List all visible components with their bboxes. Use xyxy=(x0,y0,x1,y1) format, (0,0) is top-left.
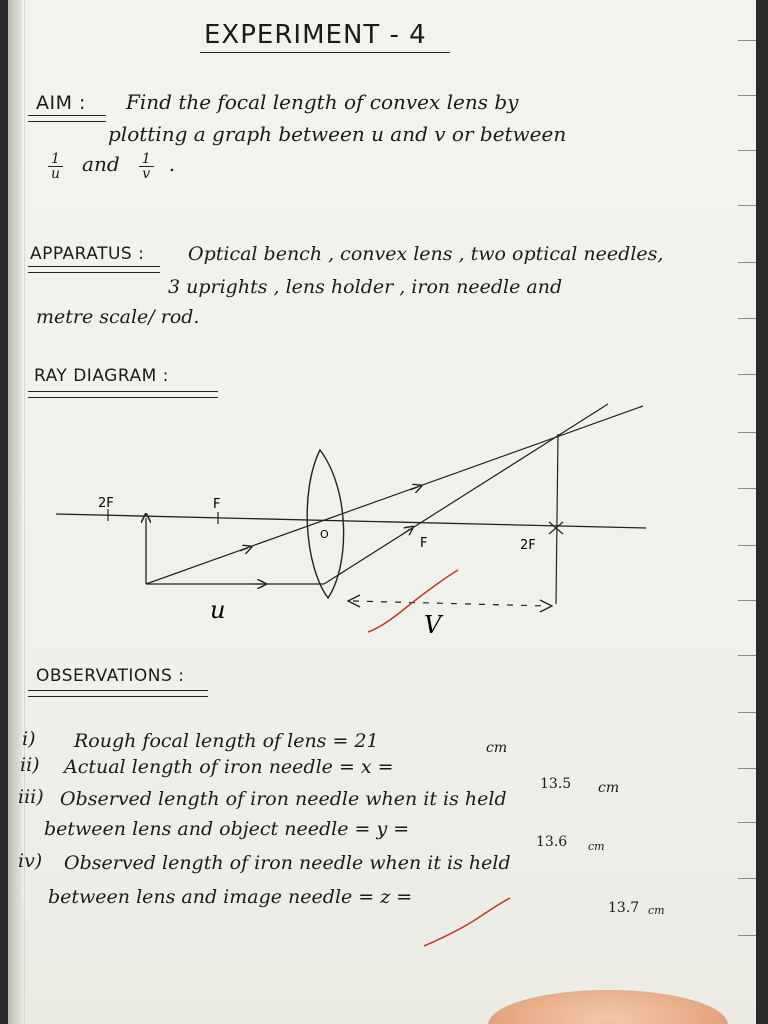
observations-underline xyxy=(28,690,208,697)
aim-heading: AIM : xyxy=(36,92,86,114)
fraction-one-over-u: $\frac{1}{u}$ xyxy=(48,152,63,181)
label-u: u xyxy=(210,596,226,624)
fraction-one-over-v: $\frac{1}{v}$ xyxy=(139,152,154,181)
aim-underline xyxy=(28,115,106,122)
aim-line-3: $\frac{1}{u}$ and $\frac{1}{v}$ . xyxy=(48,152,175,181)
v-distance-line xyxy=(353,601,548,606)
label-optical-centre: O xyxy=(320,528,329,541)
label-v: V xyxy=(424,611,442,639)
ray-diagram-heading: RAY DIAGRAM : xyxy=(34,366,169,386)
label-2f-right: 2F xyxy=(520,538,536,553)
label-f-left: F xyxy=(213,497,221,512)
page-title: EXPERIMENT - 4 xyxy=(204,20,427,50)
ray-diagram xyxy=(8,390,756,650)
apparatus-underline xyxy=(28,266,160,273)
aim-line-1: Find the focal length of convex lens by xyxy=(126,90,519,114)
title-underline xyxy=(200,52,450,53)
aim-and: and xyxy=(82,152,120,176)
notebook-page: EXPERIMENT - 4 AIM : Find the focal length of convex lens by plotting a graph between u and v or between $\frac{1}{u}$ and $\frac{1}{v}$ . APPARATUS : Optical bench , convex lens , two optical needles, 3 uprights , lens holder , iron needle and metre scale/ rod. RAY DIAGRAM : 2F F O F 2F u V OBSERVATIONS : i) Rough focal length of lens = 21 cm ii) Actual length of iron needle = x = 13.5 cm iii) Observed length of iron needle when it is held between lens and object needle = y = 13.6 cm iv) Observed length of iron needle when it is held between lens and image needle = z = 13.7 cm xyxy=(8,0,756,1024)
thumb-finger xyxy=(488,990,728,1024)
label-2f-left: 2F xyxy=(98,496,114,511)
apparatus-heading: APPARATUS : xyxy=(30,244,145,264)
apparatus-line-1: Optical bench , convex lens , two optical needles, xyxy=(188,243,664,265)
image-needle xyxy=(556,434,558,604)
observations-heading: OBSERVATIONS : xyxy=(36,666,185,686)
aim-line-2: plotting a graph between u and v or between xyxy=(108,122,567,146)
red-tick-mark xyxy=(368,570,458,632)
red-tick-bottom xyxy=(8,890,756,970)
apparatus-line-2: 3 uprights , lens holder , iron needle and xyxy=(168,276,563,298)
ray-through-centre xyxy=(146,406,643,584)
apparatus-line-3: metre scale/ rod. xyxy=(36,306,200,328)
ray-through-focus xyxy=(324,404,608,584)
label-f-right: F xyxy=(420,536,428,551)
